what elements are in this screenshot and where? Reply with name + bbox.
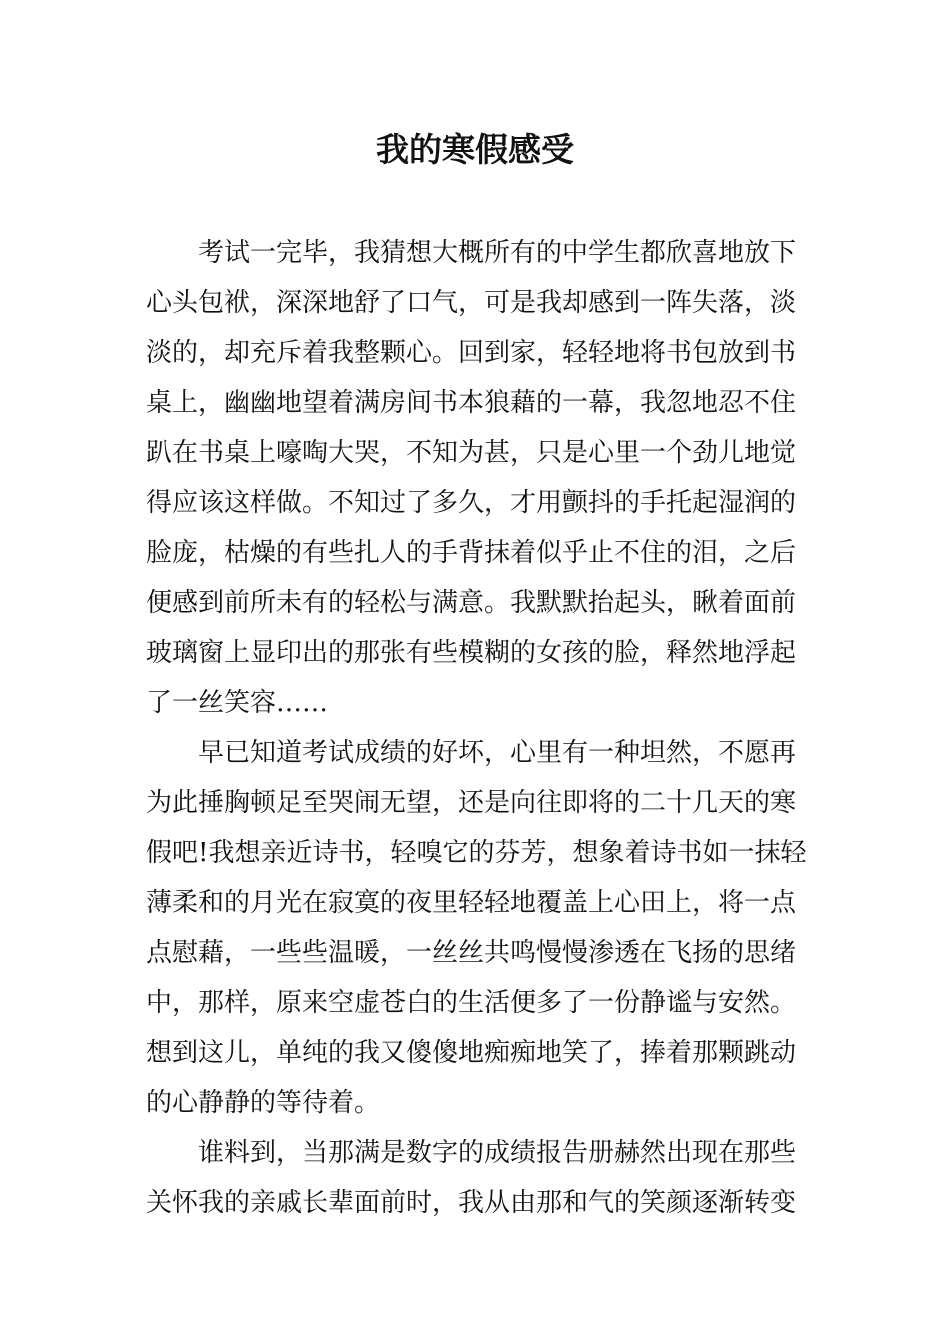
text-line: 玻璃窗上显印出的那张有些模糊的女孩的脸，释然地浮起 [146, 638, 797, 668]
text-line: 中，那样，原来空虚苍白的生活便多了一份静谧与安然。 [146, 988, 797, 1018]
text-line: 心头包袱，深深地舒了口气，可是我却感到一阵失落，淡 [146, 288, 797, 318]
text-line: 的心静静的等待着。 [146, 1088, 381, 1118]
document-title: 我的寒假感受 [376, 130, 574, 169]
text-line: 得应该这样做。不知过了多久，才用颤抖的手托起湿润的 [146, 488, 797, 518]
text-line: 淡的，却充斥着我整颗心。回到家，轻轻地将书包放到书 [146, 338, 797, 368]
text-line: 了一丝笑容…… [146, 688, 329, 718]
text-line: 趴在书桌上嚎啕大哭，不知为甚，只是心里一个劲儿地觉 [146, 438, 797, 468]
paragraph-2 [146, 728, 808, 1128]
text-line: 为此捶胸顿足至哭闹无望，还是向往即将的二十几天的寒 [146, 788, 797, 818]
text-line: 早已知道考试成绩的好坏，心里有一种坦然，不愿再 [198, 738, 797, 768]
document-body [146, 228, 808, 1228]
text-line: 假吧!我想亲近诗书，轻嗅它的芬芳，想象着诗书如一抹轻 [146, 838, 807, 868]
text-line: 想到这儿，单纯的我又傻傻地痴痴地笑了，捧着那颗跳动 [146, 1038, 797, 1068]
paragraph-1 [146, 228, 808, 728]
text-line: 脸庞，枯燥的有些扎人的手背抹着似乎止不住的泪，之后 [146, 538, 797, 568]
text-line: 便感到前所未有的轻松与满意。我默默抬起头，瞅着面前 [146, 588, 797, 618]
text-line: 考试一完毕，我猜想大概所有的中学生都欣喜地放下 [198, 238, 797, 268]
paragraph-3 [146, 1128, 808, 1228]
text-line: 点慰藉，一些些温暖，一丝丝共鸣慢慢渗透在飞扬的思绪 [146, 938, 797, 968]
text-line: 薄柔和的月光在寂寞的夜里轻轻地覆盖上心田上，将一点 [146, 888, 797, 918]
text-line: 关怀我的亲戚长辈面前时，我从由那和气的笑颜逐渐转变 [146, 1188, 797, 1218]
text-line: 桌上，幽幽地望着满房间书本狼藉的一幕，我忽地忍不住 [146, 388, 797, 418]
text-line: 谁料到，当那满是数字的成绩报告册赫然出现在那些 [198, 1138, 797, 1168]
